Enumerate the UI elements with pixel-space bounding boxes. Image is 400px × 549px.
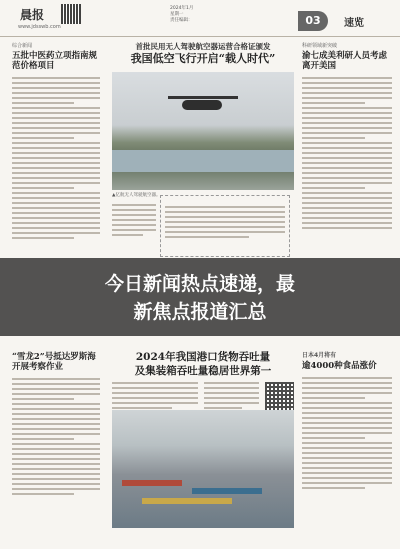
drone-photo <box>112 72 294 190</box>
banner-title-line-1: 今日新闻热点速递，最 <box>104 273 295 295</box>
right-kicker: 科研领域新突破 <box>302 43 338 49</box>
photo-caption: ▲亿航无人驾驶航空器。 <box>112 193 161 198</box>
paper-name: 晨报 <box>20 8 45 22</box>
right-headline-2-kicker: 日本4月将有 <box>302 352 337 359</box>
container-stack-shape <box>142 498 232 504</box>
article-body <box>302 77 392 229</box>
middle-headline-2-line-1: 2024年我国港口货物吞吐量 <box>135 351 271 363</box>
drone-arm-shape <box>168 96 238 99</box>
left-column-lower <box>12 352 100 498</box>
qr-code-icon <box>265 382 294 412</box>
masthead <box>0 0 400 37</box>
weekday-line: 星期一 <box>170 12 184 17</box>
left-kicker: 综合新闻 <box>12 43 33 49</box>
container-stack-shape <box>192 488 262 494</box>
right-headline-2: 逾4000种食品涨价 <box>302 361 377 371</box>
qr-code-icon <box>61 4 81 24</box>
dashed-text-box <box>160 195 290 257</box>
middle-pre-headline: 首批民用无人驾驶航空器运营合格证颁发 <box>135 42 271 51</box>
article-body <box>12 77 100 239</box>
editor-line: 责任编辑： <box>170 18 193 23</box>
lake-shape <box>112 150 294 172</box>
drone-icon <box>182 100 222 110</box>
right-headline-1: 渝七成美利研人员考虑离开美国 <box>302 51 388 71</box>
article-body <box>12 378 100 495</box>
article-body <box>161 202 289 245</box>
container-stack-shape <box>122 480 182 486</box>
section-label: 速览 <box>344 18 364 29</box>
article-body <box>302 377 392 489</box>
page-number-badge: 03 <box>298 11 328 31</box>
article-body <box>112 204 156 236</box>
banner-title-line-2: 新焦点报道汇总 <box>133 301 267 323</box>
port-photo <box>112 410 294 528</box>
date-line: 2024年1月 <box>170 6 194 11</box>
left-headline-2: “雪龙2”号抵达罗斯海开展考察作业 <box>12 352 96 372</box>
right-column <box>302 42 392 232</box>
middle-headline: 我国低空飞行开启“载人时代” <box>130 52 276 65</box>
middle-column-lower <box>112 350 294 417</box>
paper-url: www.jdsswb.com <box>18 24 61 30</box>
date-block <box>170 6 193 24</box>
left-headline-1: 五批中医药立项指南规范价格项目 <box>12 51 98 71</box>
right-column-lower <box>302 350 392 492</box>
middle-headline-2-line-2: 及集装箱吞吐量稳居世界第一 <box>134 365 272 377</box>
left-column <box>12 42 100 242</box>
